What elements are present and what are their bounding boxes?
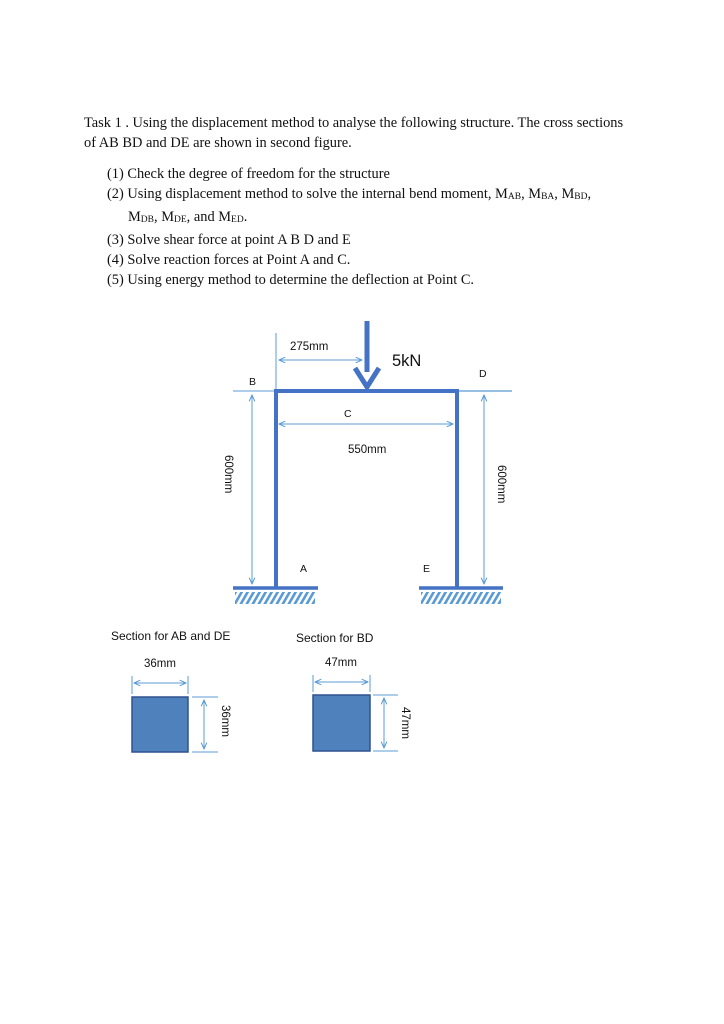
- section-bd-square: [313, 695, 370, 751]
- intro-line-2: of AB BD and DE are shown in second figure.: [84, 135, 352, 151]
- section-bd-height-label: 47mm: [399, 707, 411, 739]
- section-ab-de-height-label: 36mm: [219, 705, 231, 737]
- support-e: [419, 588, 503, 604]
- task-item-5: (5) Using energy method to determine the deflection at Point C.: [107, 272, 475, 288]
- label-e: E: [423, 563, 431, 575]
- subscript-bd: BD: [574, 192, 588, 202]
- load-label: 5kN: [392, 352, 422, 370]
- subscript-ab: AB: [507, 192, 522, 202]
- section-ab-de-title: Section for AB and DE: [111, 629, 231, 643]
- section-ab-de-square: [132, 697, 188, 752]
- section-bd-title: Section for BD: [296, 631, 374, 645]
- subscript-db: DB: [140, 215, 154, 225]
- task-item-4: (4) Solve reaction forces at Point A and C.: [107, 252, 351, 268]
- dim-span-label: 550mm: [348, 444, 387, 456]
- subscript-ed: ED: [231, 215, 244, 225]
- dim-half-span-label: 275mm: [290, 341, 329, 353]
- subscript-ba: BA: [541, 192, 555, 202]
- task-2-sep: ,: [587, 186, 592, 202]
- task-2-text: (2) Using displacement method to solve the internal bend moment, M: [107, 186, 508, 202]
- task-2b-text: M: [128, 209, 141, 225]
- label-a: A: [300, 563, 308, 575]
- section-bd-width-label: 47mm: [325, 657, 357, 669]
- section-ab-de-width-label: 36mm: [144, 658, 176, 670]
- intro-line-1: Task 1 . Using the displacement method to analyse the following structure. The cross sections: [84, 115, 624, 131]
- label-d: D: [479, 368, 487, 380]
- label-c: C: [344, 408, 352, 420]
- ground-hatch-e: [421, 592, 501, 604]
- task-2-sep: , M: [554, 186, 575, 202]
- subscript-de: DE: [174, 215, 187, 225]
- label-b: B: [249, 376, 257, 388]
- task-item-3: (3) Solve shear force at point A B D and E: [107, 232, 351, 248]
- task-item-1: (1) Check the degree of freedom for the structure: [107, 166, 390, 182]
- dim-right-height-label: 600mm: [495, 465, 507, 504]
- task-2-sep: , M: [521, 186, 542, 202]
- support-a: [233, 588, 318, 604]
- task-2b-end: .: [243, 209, 248, 225]
- frame: [274, 391, 512, 588]
- task-2b-sep: , M: [154, 209, 174, 225]
- load-arrow: [355, 321, 379, 387]
- dim-left-height-label: 600mm: [222, 455, 234, 494]
- ground-hatch-a: [235, 592, 315, 604]
- task-2b-sep: , and M: [186, 209, 232, 225]
